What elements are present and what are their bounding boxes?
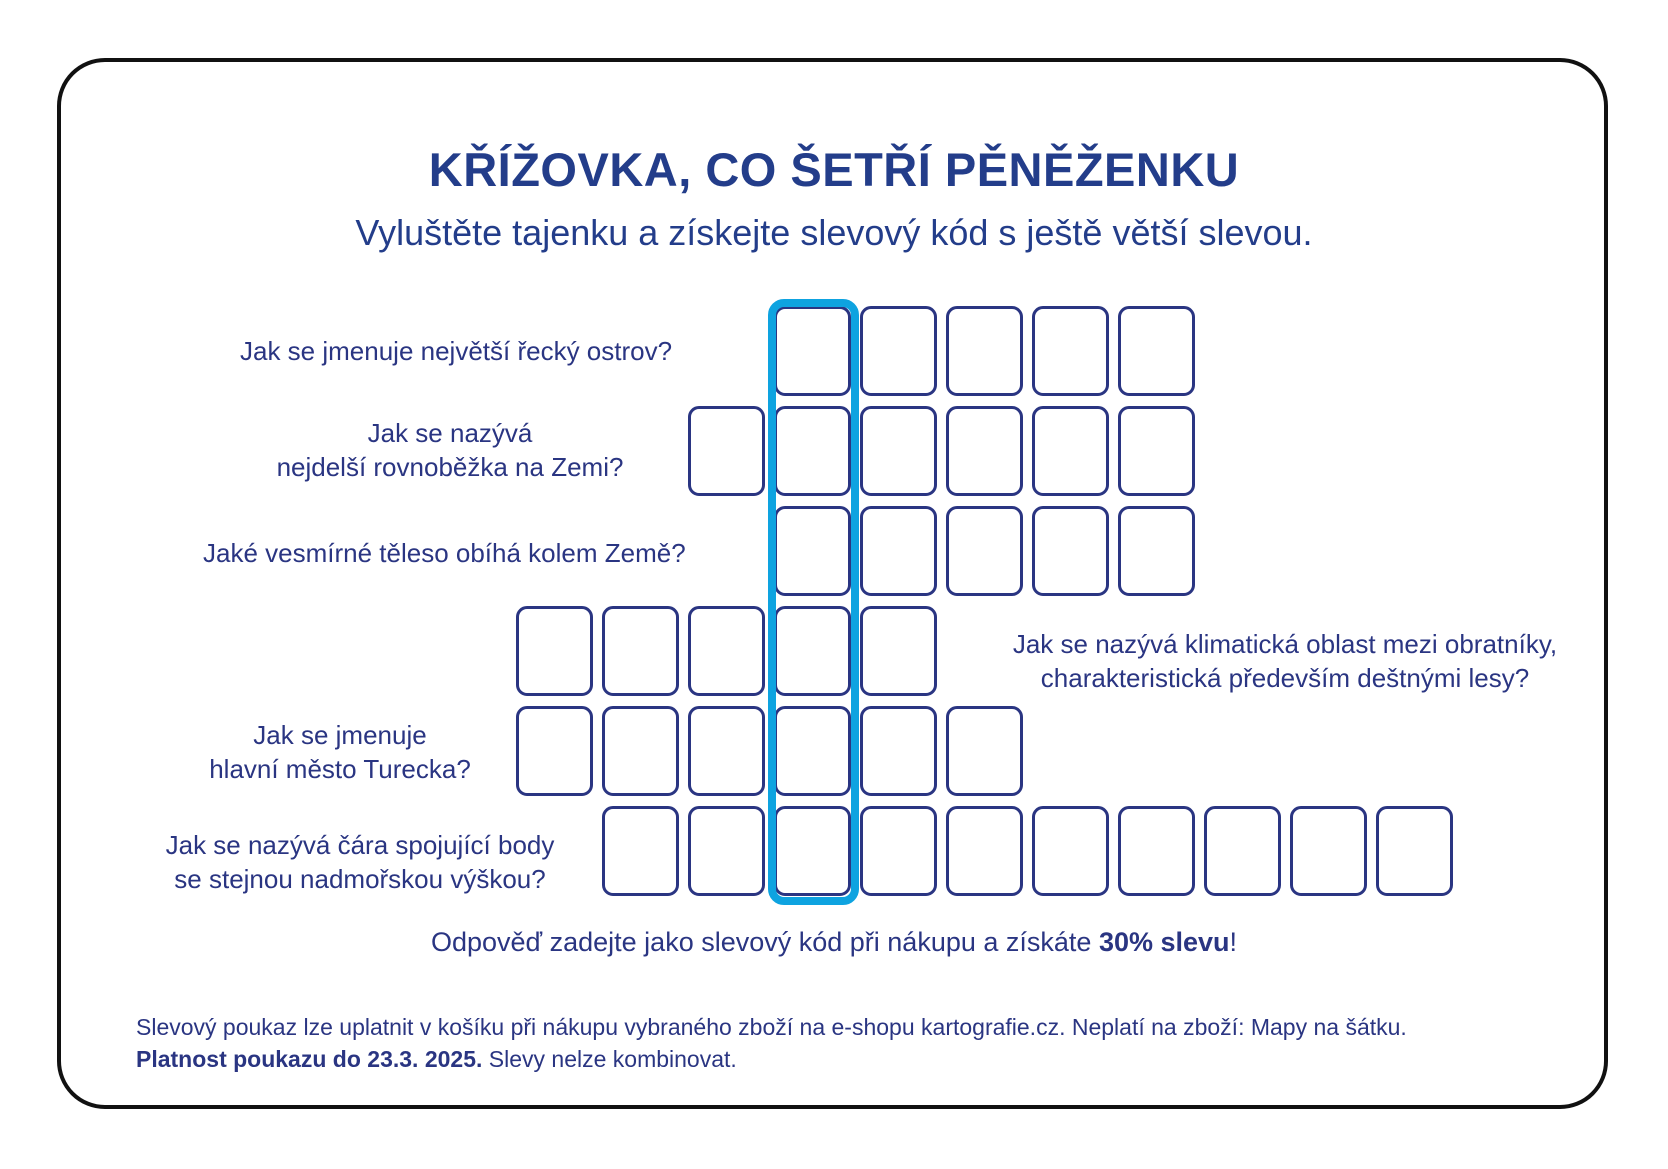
crossword-cell[interactable]: [516, 706, 593, 796]
crossword-cell[interactable]: [1118, 806, 1195, 896]
crossword-cell[interactable]: [860, 406, 937, 496]
crossword-cell[interactable]: [946, 306, 1023, 396]
crossword-cell[interactable]: [602, 806, 679, 896]
crossword-cell[interactable]: [1376, 806, 1453, 896]
crossword-cell[interactable]: [860, 706, 937, 796]
crossword-cell[interactable]: [1118, 506, 1195, 596]
page-title: KŘÍŽOVKA, CO ŠETŘÍ PĚNĚŽENKU: [428, 143, 1240, 196]
clue-6-line1: Jak se nazývá čára spojující body: [165, 830, 555, 860]
discount-amount: 30% slevu: [1098, 927, 1230, 957]
crossword-cell[interactable]: [946, 406, 1023, 496]
clue-4-line1: Jak se nazývá klimatická oblast mezi obratníky,: [1012, 629, 1558, 659]
footer-terms: [136, 1014, 1407, 1041]
subtitle: Vyluštěte tajenku a získejte slevový kód s ještě větší slevou.: [355, 212, 1313, 253]
crossword-cell[interactable]: [1032, 806, 1109, 896]
clue-6-line2: se stejnou nadmořskou výškou?: [174, 864, 546, 894]
clue-1-line1: Jak se jmenuje největší řecký ostrov?: [240, 336, 673, 366]
crossword-cell[interactable]: [688, 606, 765, 696]
crossword-cell[interactable]: [860, 606, 937, 696]
clue-2: [240, 416, 660, 484]
crossword-cell[interactable]: [1032, 406, 1109, 496]
clue-3: [203, 536, 686, 570]
crossword-cell[interactable]: [1032, 306, 1109, 396]
crossword-cell[interactable]: [946, 706, 1023, 796]
crossword-cell[interactable]: [602, 606, 679, 696]
crossword-cell[interactable]: [1032, 506, 1109, 596]
footer-validity-date: Platnost poukazu do 23.3. 2025.: [136, 1046, 483, 1072]
clue-1: [240, 334, 672, 368]
clue-2-line2: nejdelší rovnoběžka na Zemi?: [276, 452, 624, 482]
clue-5: [180, 718, 500, 786]
discount-instruction: [0, 927, 1668, 958]
clue-4: [970, 627, 1600, 695]
clue-3-line1: Jaké vesmírné těleso obíhá kolem Země?: [203, 538, 686, 568]
clue-6: [130, 828, 590, 896]
crossword-cell[interactable]: [516, 606, 593, 696]
crossword-cell[interactable]: [1290, 806, 1367, 896]
crossword-cell[interactable]: [688, 406, 765, 496]
footer-line1: Slevový poukaz lze uplatnit v košíku při nákupu vybraného zboží na e-shopu kartografie.cz. Neplatí na zboží: Mapy na šátku.: [136, 1014, 1407, 1040]
instruction-suffix: !: [1229, 927, 1238, 957]
crossword-cell[interactable]: [602, 706, 679, 796]
crossword-cell[interactable]: [860, 306, 937, 396]
crossword-cell[interactable]: [1204, 806, 1281, 896]
instruction-text: Odpověď zadejte jako slevový kód při nákupu a získáte: [430, 927, 1099, 957]
crossword-cell[interactable]: [1118, 406, 1195, 496]
crossword-cell[interactable]: [860, 506, 937, 596]
crossword-cell[interactable]: [946, 806, 1023, 896]
solution-column-highlight: [768, 299, 859, 905]
crossword-cell[interactable]: [688, 806, 765, 896]
clue-5-line1: Jak se jmenuje: [253, 720, 427, 750]
clue-5-line2: hlavní město Turecka?: [209, 754, 471, 784]
clue-2-line1: Jak se nazývá: [367, 418, 533, 448]
clue-4-line2: charakteristická především deštnými lesy?: [1040, 663, 1530, 693]
crossword-cell[interactable]: [688, 706, 765, 796]
crossword-cell[interactable]: [860, 806, 937, 896]
footer-no-combine: Slevy nelze kombinovat.: [482, 1046, 737, 1072]
crossword-cell[interactable]: [1118, 306, 1195, 396]
footer-validity: [136, 1046, 737, 1073]
crossword-cell[interactable]: [946, 506, 1023, 596]
